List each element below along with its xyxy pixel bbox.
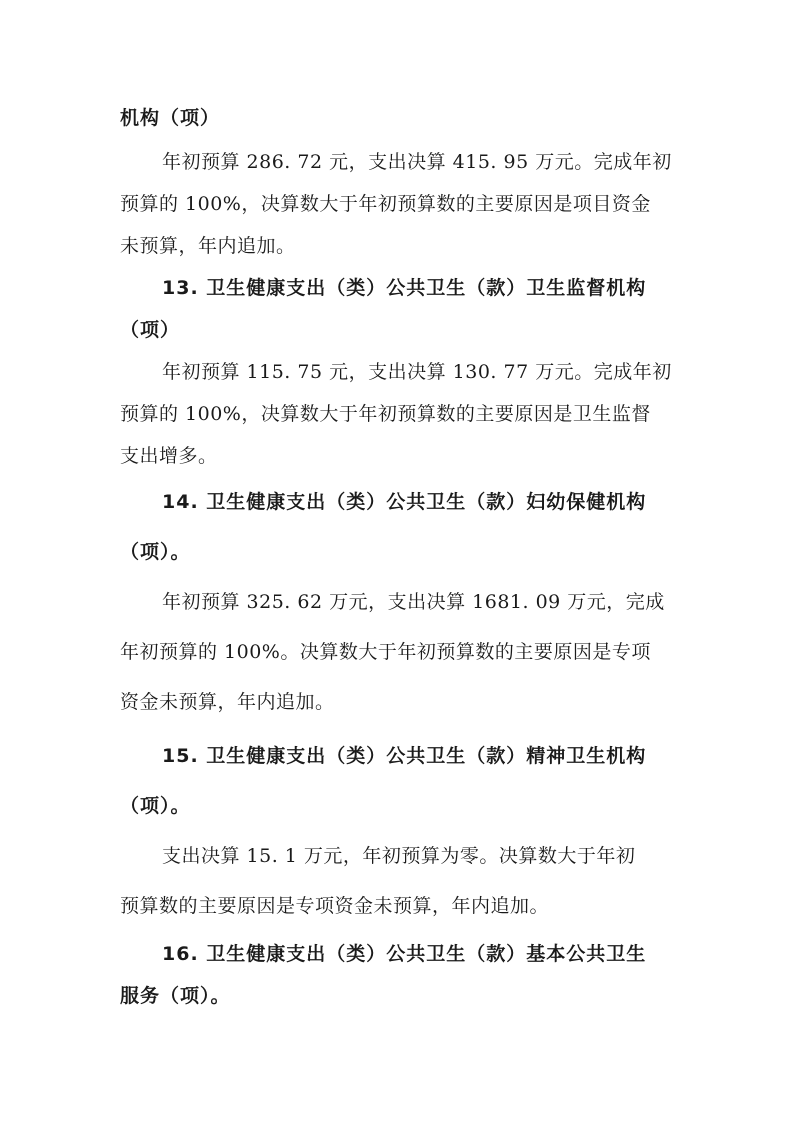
section-12-heading-line-1: 机构（项） [120,107,221,129]
section-13-body-line-2: 预算的 100%，决算数大于年初预算数的主要原因是卫生监督 [120,403,651,425]
section-15-body-line-2: 预算数的主要原因是专项资金未预算，年内追加。 [120,895,550,917]
section-12-body-line-2: 预算的 100%，决算数大于年初预算数的主要原因是项目资金 [120,193,651,215]
section-12-body-line-1: 年初预算 286. 72 元，支出决算 415. 95 万元。完成年初 [162,151,672,173]
section-14-body-line-2: 年初预算的 100%。决算数大于年初预算数的主要原因是专项 [120,641,651,663]
section-16-heading-line-2: 服务（项）。 [120,985,231,1007]
section-12-body-line-3: 未预算，年内追加。 [120,235,296,257]
section-16-heading-line-1: 16. 卫生健康支出（类）公共卫生（款）基本公共卫生 [162,943,647,965]
section-15-heading-line-1: 15. 卫生健康支出（类）公共卫生（款）精神卫生机构 [162,745,647,767]
section-13-heading-line-2: （项） [120,319,181,341]
section-15-heading-line-2: （项）。 [120,795,191,817]
section-14-heading-line-1: 14. 卫生健康支出（类）公共卫生（款）妇幼保健机构 [162,491,647,513]
section-13-body-line-1: 年初预算 115. 75 元，支出决算 130. 77 万元。完成年初 [162,361,672,383]
section-14-body-line-1: 年初预算 325. 62 万元，支出决算 1681. 09 万元，完成 [162,591,665,613]
section-14-heading-line-2: （项）。 [120,541,191,563]
section-15-body-line-1: 支出决算 15. 1 万元，年初预算为零。决算数大于年初 [162,845,636,867]
section-14-body-line-3: 资金未预算，年内追加。 [120,691,335,713]
section-13-heading-line-1: 13. 卫生健康支出（类）公共卫生（款）卫生监督机构 [162,277,647,299]
section-13-body-line-3: 支出增多。 [120,445,218,467]
